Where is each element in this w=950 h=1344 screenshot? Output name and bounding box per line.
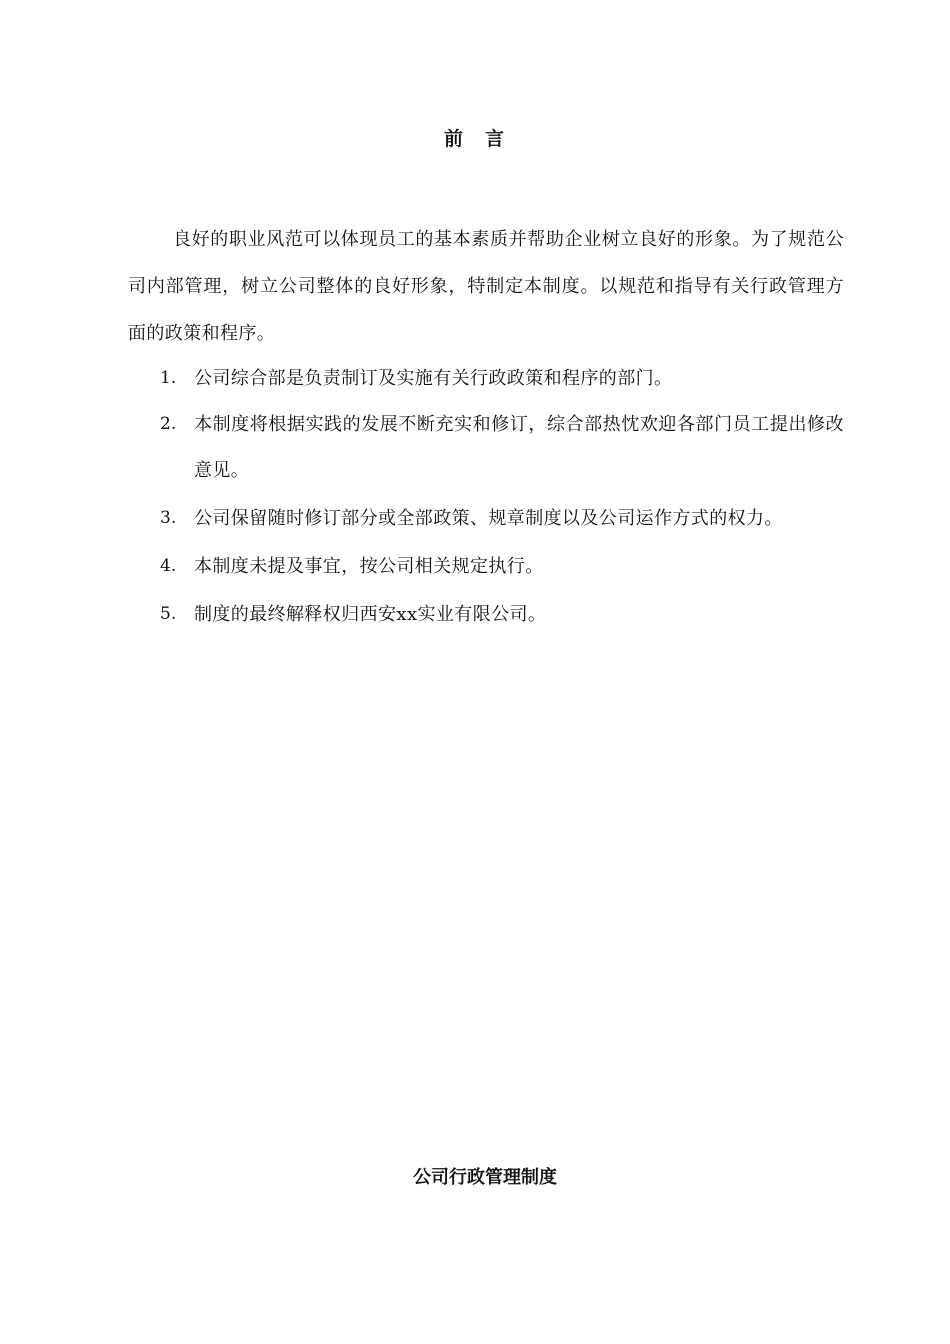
list-item xyxy=(128,600,844,648)
list-item-number: 2. xyxy=(160,414,177,434)
list-item-number: 3. xyxy=(160,508,177,528)
list-item xyxy=(128,410,844,504)
document-footer-title: 公司行政管理制度 xyxy=(413,1167,557,1188)
intro-paragraph: 良好的职业风范可以体现员工的基本素质并帮助企业树立良好的形象。为了规范公司内部管理，树立公司整体的良好形象，特制定本制度。以规范和指导有关行政管理方面的政策和程序。 xyxy=(128,229,844,344)
page-title: 前言 xyxy=(443,128,526,150)
policy-list xyxy=(128,364,844,648)
list-item-number: 5. xyxy=(160,604,177,624)
list-item-number: 4. xyxy=(160,556,177,576)
list-item-text: 制度的最终解释权归西安xx实业有限公司。 xyxy=(194,604,547,625)
list-item-text: 公司保留随时修订部分或全部政策、规章制度以及公司运作方式的权力。 xyxy=(194,508,783,529)
list-item-text: 公司综合部是负责制订及实施有关行政政策和程序的部门。 xyxy=(194,368,673,389)
list-item-text: 本制度将根据实践的发展不断充实和修订，综合部热忱欢迎各部门员工提出修改意见。 xyxy=(194,414,844,481)
list-item-text: 本制度未提及事宜，按公司相关规定执行。 xyxy=(194,556,544,577)
list-item-number: 1. xyxy=(160,368,177,388)
